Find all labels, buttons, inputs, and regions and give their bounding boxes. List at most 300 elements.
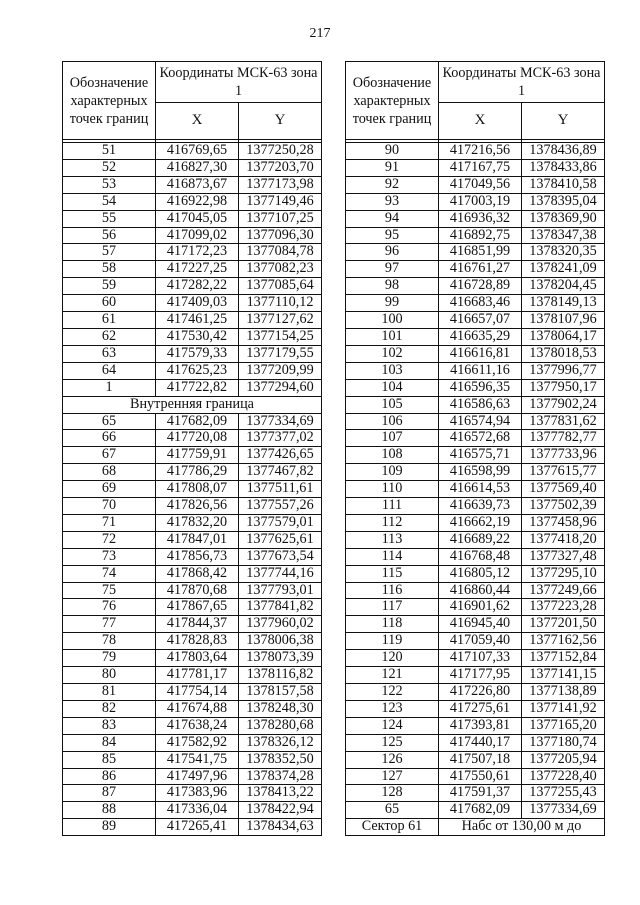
y-coordinate-cell: 1377426,65: [239, 447, 322, 464]
table-row: [346, 734, 605, 751]
point-label-cell: 71: [63, 514, 156, 531]
y-coordinate-cell: 1377831,62: [522, 413, 605, 430]
table-row: [346, 312, 605, 329]
y-coordinate-cell: 1378347,38: [522, 227, 605, 244]
point-label-cell: 83: [63, 717, 156, 734]
table-row: [346, 261, 605, 278]
x-coordinate-cell: 417530,42: [156, 328, 239, 345]
point-label-cell: 128: [346, 785, 439, 802]
table-row: [346, 396, 605, 413]
table-row: [346, 633, 605, 650]
table-row: [63, 599, 322, 616]
point-label-cell: 122: [346, 684, 439, 701]
point-label-cell: 80: [63, 667, 156, 684]
y-coordinate-cell: 1377255,43: [522, 785, 605, 802]
y-coordinate-cell: 1377467,82: [239, 464, 322, 481]
table-row: [346, 785, 605, 802]
x-coordinate-cell: 416851,99: [439, 244, 522, 261]
y-coordinate-cell: 1377127,62: [239, 312, 322, 329]
table-row: [346, 430, 605, 447]
point-label-header: Обозначение характерных точек границ: [63, 62, 156, 140]
y-coordinate-cell: 1377152,84: [522, 650, 605, 667]
y-coordinate-cell: 1377201,50: [522, 616, 605, 633]
table-row: [63, 667, 322, 684]
y-coordinate-cell: 1377085,64: [239, 278, 322, 295]
point-label-cell: 68: [63, 464, 156, 481]
y-coordinate-cell: 1378241,09: [522, 261, 605, 278]
x-coordinate-cell: 417803,64: [156, 650, 239, 667]
point-label-cell: 99: [346, 295, 439, 312]
x-coordinate-cell: 417172,23: [156, 244, 239, 261]
x-coordinate-cell: 416761,27: [439, 261, 522, 278]
point-label-cell: 95: [346, 227, 439, 244]
x-coordinate-cell: 417275,61: [439, 700, 522, 717]
point-label-cell: 75: [63, 582, 156, 599]
y-coordinate-cell: 1377295,10: [522, 565, 605, 582]
point-label-cell: 1: [63, 379, 156, 396]
x-coordinate-cell: 416662,19: [439, 514, 522, 531]
point-label-cell: 120: [346, 650, 439, 667]
sector-note-cell: Набс от 130,00 м до: [439, 819, 605, 836]
x-coordinate-cell: 416611,16: [439, 362, 522, 379]
x-coordinate-cell: 417497,96: [156, 768, 239, 785]
y-coordinate-cell: 1377162,56: [522, 633, 605, 650]
y-coordinate-cell: 1378374,28: [239, 768, 322, 785]
y-coordinate-cell: 1377377,02: [239, 430, 322, 447]
x-coordinate-cell: 416873,67: [156, 176, 239, 193]
point-label-cell: 119: [346, 633, 439, 650]
table-row: [346, 650, 605, 667]
table-row: [63, 819, 322, 836]
point-label-cell: 125: [346, 734, 439, 751]
point-label-cell: 52: [63, 159, 156, 176]
point-label-cell: 82: [63, 700, 156, 717]
x-coordinate-cell: 416572,68: [439, 430, 522, 447]
page-number: 217: [309, 26, 331, 41]
table-row: [346, 717, 605, 734]
coords-group-header: Координаты МСК-63 зона 1: [439, 62, 605, 103]
point-label-cell: 87: [63, 785, 156, 802]
x-coordinate-cell: 417682,09: [156, 413, 239, 430]
y-coordinate-cell: 1377084,78: [239, 244, 322, 261]
table-row: [346, 362, 605, 379]
x-coordinate-cell: 416768,48: [439, 548, 522, 565]
table-row: [63, 548, 322, 565]
y-coordinate-cell: 1378433,86: [522, 159, 605, 176]
table-row: [63, 768, 322, 785]
point-label-cell: 124: [346, 717, 439, 734]
x-coordinate-cell: 417336,04: [156, 802, 239, 819]
table-row: [346, 751, 605, 768]
y-coordinate-cell: 1377173,98: [239, 176, 322, 193]
point-label-cell: 65: [346, 802, 439, 819]
point-label-cell: 84: [63, 734, 156, 751]
point-label-cell: 60: [63, 295, 156, 312]
x-coordinate-cell: 417722,82: [156, 379, 239, 396]
x-coordinate-cell: 417754,14: [156, 684, 239, 701]
y-coordinate-cell: 1377782,77: [522, 430, 605, 447]
x-coordinate-cell: 416805,12: [439, 565, 522, 582]
x-column-header: X: [156, 103, 239, 140]
x-coordinate-cell: 416635,29: [439, 328, 522, 345]
table-row: [63, 345, 322, 362]
x-coordinate-cell: 417826,56: [156, 498, 239, 515]
point-label-cell: 97: [346, 261, 439, 278]
y-coordinate-cell: 1378280,68: [239, 717, 322, 734]
table-row: [346, 345, 605, 362]
table-row: [63, 176, 322, 193]
point-label-cell: 62: [63, 328, 156, 345]
table-row: [63, 244, 322, 261]
table-row: [346, 700, 605, 717]
table-row: [346, 565, 605, 582]
table-row: [346, 464, 605, 481]
x-coordinate-cell: 416616,81: [439, 345, 522, 362]
y-coordinate-cell: 1378436,89: [522, 143, 605, 160]
point-label-cell: 109: [346, 464, 439, 481]
y-coordinate-cell: 1378320,35: [522, 244, 605, 261]
point-label-cell: 102: [346, 345, 439, 362]
y-coordinate-cell: 1377334,69: [239, 413, 322, 430]
y-coordinate-cell: 1377228,40: [522, 768, 605, 785]
x-coordinate-cell: 416586,63: [439, 396, 522, 413]
point-label-cell: 65: [63, 413, 156, 430]
x-coordinate-cell: 417682,09: [439, 802, 522, 819]
point-label-cell: 104: [346, 379, 439, 396]
x-coordinate-cell: 417847,01: [156, 531, 239, 548]
y-coordinate-cell: 1377615,77: [522, 464, 605, 481]
x-coordinate-cell: 416860,44: [439, 582, 522, 599]
table-row: [346, 244, 605, 261]
y-coordinate-cell: 1378149,13: [522, 295, 605, 312]
x-coordinate-cell: 416657,07: [439, 312, 522, 329]
x-coordinate-cell: 416575,71: [439, 447, 522, 464]
point-label-cell: 91: [346, 159, 439, 176]
table-row: [346, 498, 605, 515]
point-label-cell: 74: [63, 565, 156, 582]
table-row: [346, 481, 605, 498]
point-label-cell: 59: [63, 278, 156, 295]
point-label-cell: 110: [346, 481, 439, 498]
y-coordinate-cell: 1378107,96: [522, 312, 605, 329]
table-row: [346, 514, 605, 531]
point-label-cell: 106: [346, 413, 439, 430]
point-label-cell: 90: [346, 143, 439, 160]
y-coordinate-cell: 1377082,23: [239, 261, 322, 278]
table-row: [346, 616, 605, 633]
point-label-cell: 116: [346, 582, 439, 599]
y-coordinate-cell: 1377110,12: [239, 295, 322, 312]
point-label-cell: 98: [346, 278, 439, 295]
x-coordinate-cell: 417638,24: [156, 717, 239, 734]
x-coordinate-cell: 416827,30: [156, 159, 239, 176]
table-row: [346, 582, 605, 599]
table-row: [346, 667, 605, 684]
y-coordinate-cell: 1378369,90: [522, 210, 605, 227]
x-coordinate-cell: 417808,07: [156, 481, 239, 498]
x-coordinate-cell: 417049,56: [439, 176, 522, 193]
x-coordinate-cell: 417781,17: [156, 667, 239, 684]
point-label-cell: 66: [63, 430, 156, 447]
point-label-cell: 85: [63, 751, 156, 768]
x-coordinate-cell: 417282,22: [156, 278, 239, 295]
table-row: [63, 700, 322, 717]
point-label-cell: 64: [63, 362, 156, 379]
y-coordinate-cell: 1378116,82: [239, 667, 322, 684]
y-coordinate-cell: 1377744,16: [239, 565, 322, 582]
table-row: [63, 447, 322, 464]
y-coordinate-cell: 1377793,01: [239, 582, 322, 599]
coordinates-table-right: [345, 61, 605, 836]
y-coordinate-cell: 1377960,02: [239, 616, 322, 633]
table-row: [346, 413, 605, 430]
table-row: [346, 159, 605, 176]
point-label-cell: 56: [63, 227, 156, 244]
point-label-cell: 123: [346, 700, 439, 717]
table-row: [63, 261, 322, 278]
x-coordinate-cell: 416945,40: [439, 616, 522, 633]
point-label-cell: 76: [63, 599, 156, 616]
table-row: [63, 227, 322, 244]
table-row: [63, 633, 322, 650]
y-coordinate-cell: 1377249,66: [522, 582, 605, 599]
point-label-cell: 88: [63, 802, 156, 819]
y-coordinate-cell: 1378157,58: [239, 684, 322, 701]
table-row: [346, 328, 605, 345]
point-label-cell: 54: [63, 193, 156, 210]
y-coordinate-cell: 1377511,61: [239, 481, 322, 498]
x-coordinate-cell: 417167,75: [439, 159, 522, 176]
y-coordinate-cell: 1377294,60: [239, 379, 322, 396]
x-coordinate-cell: 417759,91: [156, 447, 239, 464]
y-coordinate-cell: 1378064,17: [522, 328, 605, 345]
x-coordinate-cell: 416574,94: [439, 413, 522, 430]
point-label-cell: 78: [63, 633, 156, 650]
x-coordinate-cell: 417625,23: [156, 362, 239, 379]
point-label-cell: 103: [346, 362, 439, 379]
y-coordinate-cell: 1377141,15: [522, 667, 605, 684]
coordinates-table-left: [62, 61, 322, 836]
table-row: [63, 582, 322, 599]
table-row: [63, 362, 322, 379]
table-row: [63, 210, 322, 227]
table-row: [63, 514, 322, 531]
table-row: [346, 379, 605, 396]
x-coordinate-cell: 417393,81: [439, 717, 522, 734]
table-row: [63, 751, 322, 768]
y-coordinate-cell: 1378410,58: [522, 176, 605, 193]
point-label-cell: Сектор 61: [346, 819, 439, 836]
y-coordinate-cell: 1377250,28: [239, 143, 322, 160]
table-row: [63, 379, 322, 396]
point-label-cell: 114: [346, 548, 439, 565]
x-coordinate-cell: 417786,29: [156, 464, 239, 481]
y-coordinate-cell: 1377205,94: [522, 751, 605, 768]
y-coordinate-cell: 1377209,99: [239, 362, 322, 379]
table-row: [63, 430, 322, 447]
x-column-header: X: [439, 103, 522, 140]
x-coordinate-cell: 417216,56: [439, 143, 522, 160]
table-row: [346, 210, 605, 227]
point-label-cell: 115: [346, 565, 439, 582]
table-row: [63, 464, 322, 481]
y-coordinate-cell: 1378395,04: [522, 193, 605, 210]
table-row: [63, 650, 322, 667]
point-label-cell: 100: [346, 312, 439, 329]
x-coordinate-cell: 417582,92: [156, 734, 239, 751]
table-row: [63, 565, 322, 582]
table-row: [63, 531, 322, 548]
y-coordinate-cell: 1377334,69: [522, 802, 605, 819]
y-coordinate-cell: 1377180,74: [522, 734, 605, 751]
y-coordinate-cell: 1378006,38: [239, 633, 322, 650]
point-label-cell: 117: [346, 599, 439, 616]
x-coordinate-cell: 416683,46: [439, 295, 522, 312]
y-coordinate-cell: 1378204,45: [522, 278, 605, 295]
table-row: [346, 819, 605, 836]
x-coordinate-cell: 417059,40: [439, 633, 522, 650]
table-row: [346, 295, 605, 312]
point-label-cell: 57: [63, 244, 156, 261]
x-coordinate-cell: 417107,33: [439, 650, 522, 667]
point-label-cell: 112: [346, 514, 439, 531]
y-coordinate-cell: 1378413,22: [239, 785, 322, 802]
y-coordinate-cell: 1377138,89: [522, 684, 605, 701]
y-coordinate-cell: 1377223,28: [522, 599, 605, 616]
y-coordinate-cell: 1377096,30: [239, 227, 322, 244]
x-coordinate-cell: 417099,02: [156, 227, 239, 244]
x-coordinate-cell: 416769,65: [156, 143, 239, 160]
y-coordinate-cell: 1378352,50: [239, 751, 322, 768]
x-coordinate-cell: 416689,22: [439, 531, 522, 548]
x-coordinate-cell: 417045,05: [156, 210, 239, 227]
point-label-cell: 51: [63, 143, 156, 160]
table-row: [346, 548, 605, 565]
point-label-cell: 126: [346, 751, 439, 768]
x-coordinate-cell: 417507,18: [439, 751, 522, 768]
y-coordinate-cell: 1377569,40: [522, 481, 605, 498]
table-row: [63, 481, 322, 498]
x-coordinate-cell: 416892,75: [439, 227, 522, 244]
y-coordinate-cell: 1377179,55: [239, 345, 322, 362]
table-row: [346, 227, 605, 244]
y-coordinate-cell: 1377502,39: [522, 498, 605, 515]
y-coordinate-cell: 1377165,20: [522, 717, 605, 734]
table-row: [346, 143, 605, 160]
point-label-cell: 111: [346, 498, 439, 515]
y-coordinate-cell: 1377733,96: [522, 447, 605, 464]
table-row: [63, 734, 322, 751]
y-coordinate-cell: 1377950,17: [522, 379, 605, 396]
y-column-header: Y: [522, 103, 605, 140]
y-coordinate-cell: 1377579,01: [239, 514, 322, 531]
x-coordinate-cell: 417832,20: [156, 514, 239, 531]
point-label-cell: 89: [63, 819, 156, 836]
table-row: [346, 278, 605, 295]
x-coordinate-cell: 417409,03: [156, 295, 239, 312]
y-coordinate-cell: 1377327,48: [522, 548, 605, 565]
point-label-cell: 53: [63, 176, 156, 193]
x-coordinate-cell: 416922,98: [156, 193, 239, 210]
x-coordinate-cell: 417867,65: [156, 599, 239, 616]
x-coordinate-cell: 417870,68: [156, 582, 239, 599]
point-label-cell: 55: [63, 210, 156, 227]
point-label-cell: 58: [63, 261, 156, 278]
table-row: [63, 159, 322, 176]
x-coordinate-cell: 416901,62: [439, 599, 522, 616]
table-row: [346, 193, 605, 210]
y-coordinate-cell: 1377458,96: [522, 514, 605, 531]
table-row: [346, 531, 605, 548]
table-row: [346, 447, 605, 464]
point-label-cell: 72: [63, 531, 156, 548]
y-coordinate-cell: 1377996,77: [522, 362, 605, 379]
y-coordinate-cell: 1377673,54: [239, 548, 322, 565]
x-coordinate-cell: 417828,83: [156, 633, 239, 650]
table-row: [63, 413, 322, 430]
x-coordinate-cell: 417674,88: [156, 700, 239, 717]
x-coordinate-cell: 416639,73: [439, 498, 522, 515]
point-label-cell: 93: [346, 193, 439, 210]
table-row: [346, 599, 605, 616]
table-row: [346, 684, 605, 701]
table-row: [63, 328, 322, 345]
x-coordinate-cell: 417227,25: [156, 261, 239, 278]
x-coordinate-cell: 417579,33: [156, 345, 239, 362]
point-label-cell: 86: [63, 768, 156, 785]
y-coordinate-cell: 1377841,82: [239, 599, 322, 616]
y-coordinate-cell: 1378248,30: [239, 700, 322, 717]
x-coordinate-cell: 417541,75: [156, 751, 239, 768]
point-label-header: Обозначение характерных точек границ: [346, 62, 439, 140]
y-coordinate-cell: 1377107,25: [239, 210, 322, 227]
x-coordinate-cell: 417591,37: [439, 785, 522, 802]
x-coordinate-cell: 416598,99: [439, 464, 522, 481]
y-coordinate-cell: 1377557,26: [239, 498, 322, 515]
table-row: [346, 176, 605, 193]
point-label-cell: 69: [63, 481, 156, 498]
x-coordinate-cell: 417868,42: [156, 565, 239, 582]
point-label-cell: 121: [346, 667, 439, 684]
table-row: [63, 143, 322, 160]
x-coordinate-cell: 417550,61: [439, 768, 522, 785]
y-coordinate-cell: 1378073,39: [239, 650, 322, 667]
point-label-cell: 101: [346, 328, 439, 345]
x-coordinate-cell: 417383,96: [156, 785, 239, 802]
table-row: [63, 498, 322, 515]
x-coordinate-cell: 417856,73: [156, 548, 239, 565]
point-label-cell: 63: [63, 345, 156, 362]
x-coordinate-cell: 417177,95: [439, 667, 522, 684]
point-label-cell: 81: [63, 684, 156, 701]
table-row: [63, 295, 322, 312]
x-coordinate-cell: 416936,32: [439, 210, 522, 227]
y-coordinate-cell: 1377141,92: [522, 700, 605, 717]
point-label-cell: 92: [346, 176, 439, 193]
x-coordinate-cell: 417440,17: [439, 734, 522, 751]
x-coordinate-cell: 417720,08: [156, 430, 239, 447]
x-coordinate-cell: 417844,37: [156, 616, 239, 633]
x-coordinate-cell: 417003,19: [439, 193, 522, 210]
coords-group-header: Координаты МСК-63 зона 1: [156, 62, 322, 103]
x-coordinate-cell: 417226,80: [439, 684, 522, 701]
y-coordinate-cell: 1377203,70: [239, 159, 322, 176]
table-row: [63, 802, 322, 819]
y-coordinate-cell: 1377418,20: [522, 531, 605, 548]
point-label-cell: 77: [63, 616, 156, 633]
table-row: [63, 684, 322, 701]
x-coordinate-cell: 416614,53: [439, 481, 522, 498]
